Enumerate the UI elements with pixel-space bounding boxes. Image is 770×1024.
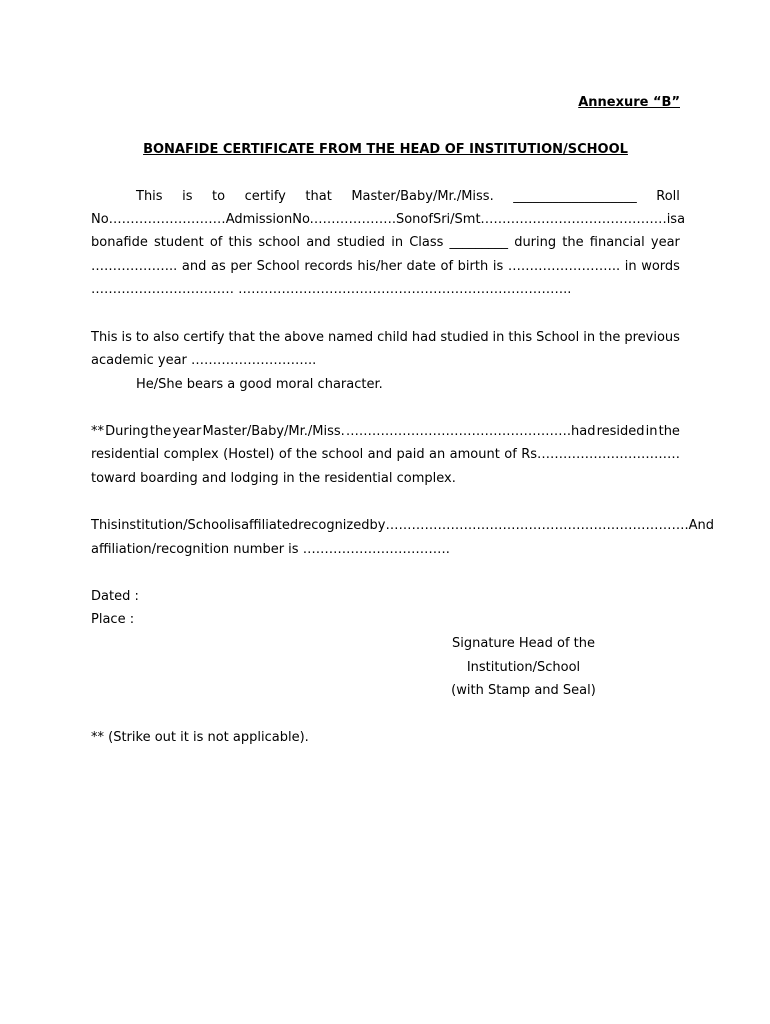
place-label: Place : (91, 612, 135, 627)
para4-line1: This institution/School is affiliated recognized by ………………………………………… …………………. And (91, 518, 714, 533)
para1-line3: bonafide student of this school and studied in Class _________ during the financial year (91, 235, 680, 250)
para2-line1: This is to also certify that the above named child had studied in this School in the previous (91, 330, 680, 345)
annexure-label: Annexure “B” (578, 95, 680, 110)
certificate-title: BONAFIDE CERTIFICATE FROM THE HEAD OF INSTITUTION/SCHOOL (143, 142, 628, 157)
para1-line5: …………………………… ………………………………………………………………….. (91, 282, 572, 297)
para3-line2: residential complex (Hostel) of the school and paid an amount of Rs…………………………… (91, 447, 680, 462)
para1-line1: This is to certify that Master/Baby/Mr./Miss. ___________________ Roll (136, 189, 680, 204)
para1-line4: ……………….. and as per School records his/her date of birth is …………………….. in words (91, 259, 680, 274)
signature-line1: Signature Head of the (452, 636, 595, 651)
para3-line3: toward boarding and lodging in the residential complex. (91, 471, 456, 486)
signature-line3: (with Stamp and Seal) (451, 683, 596, 698)
para1-line2: No……………………… Admission No. ………………. Son of Sri/Smt. …………………………………… is a (91, 212, 686, 227)
para3-line1: ** During the year Master/Baby/Mr./Miss. …………………………………………….had resided in the (91, 424, 680, 439)
para4-line2: affiliation/recognition number is ……………………………. (91, 542, 450, 557)
para2-line3: He/She bears a good moral character. (136, 377, 383, 392)
certificate-page (91, 0, 714, 1024)
dated-label: Dated : (91, 589, 139, 604)
para2-line2: academic year ……………………….. (91, 353, 317, 368)
signature-line2: Institution/School (466, 660, 581, 675)
footnote: ** (Strike out it is not applicable). (91, 730, 309, 745)
